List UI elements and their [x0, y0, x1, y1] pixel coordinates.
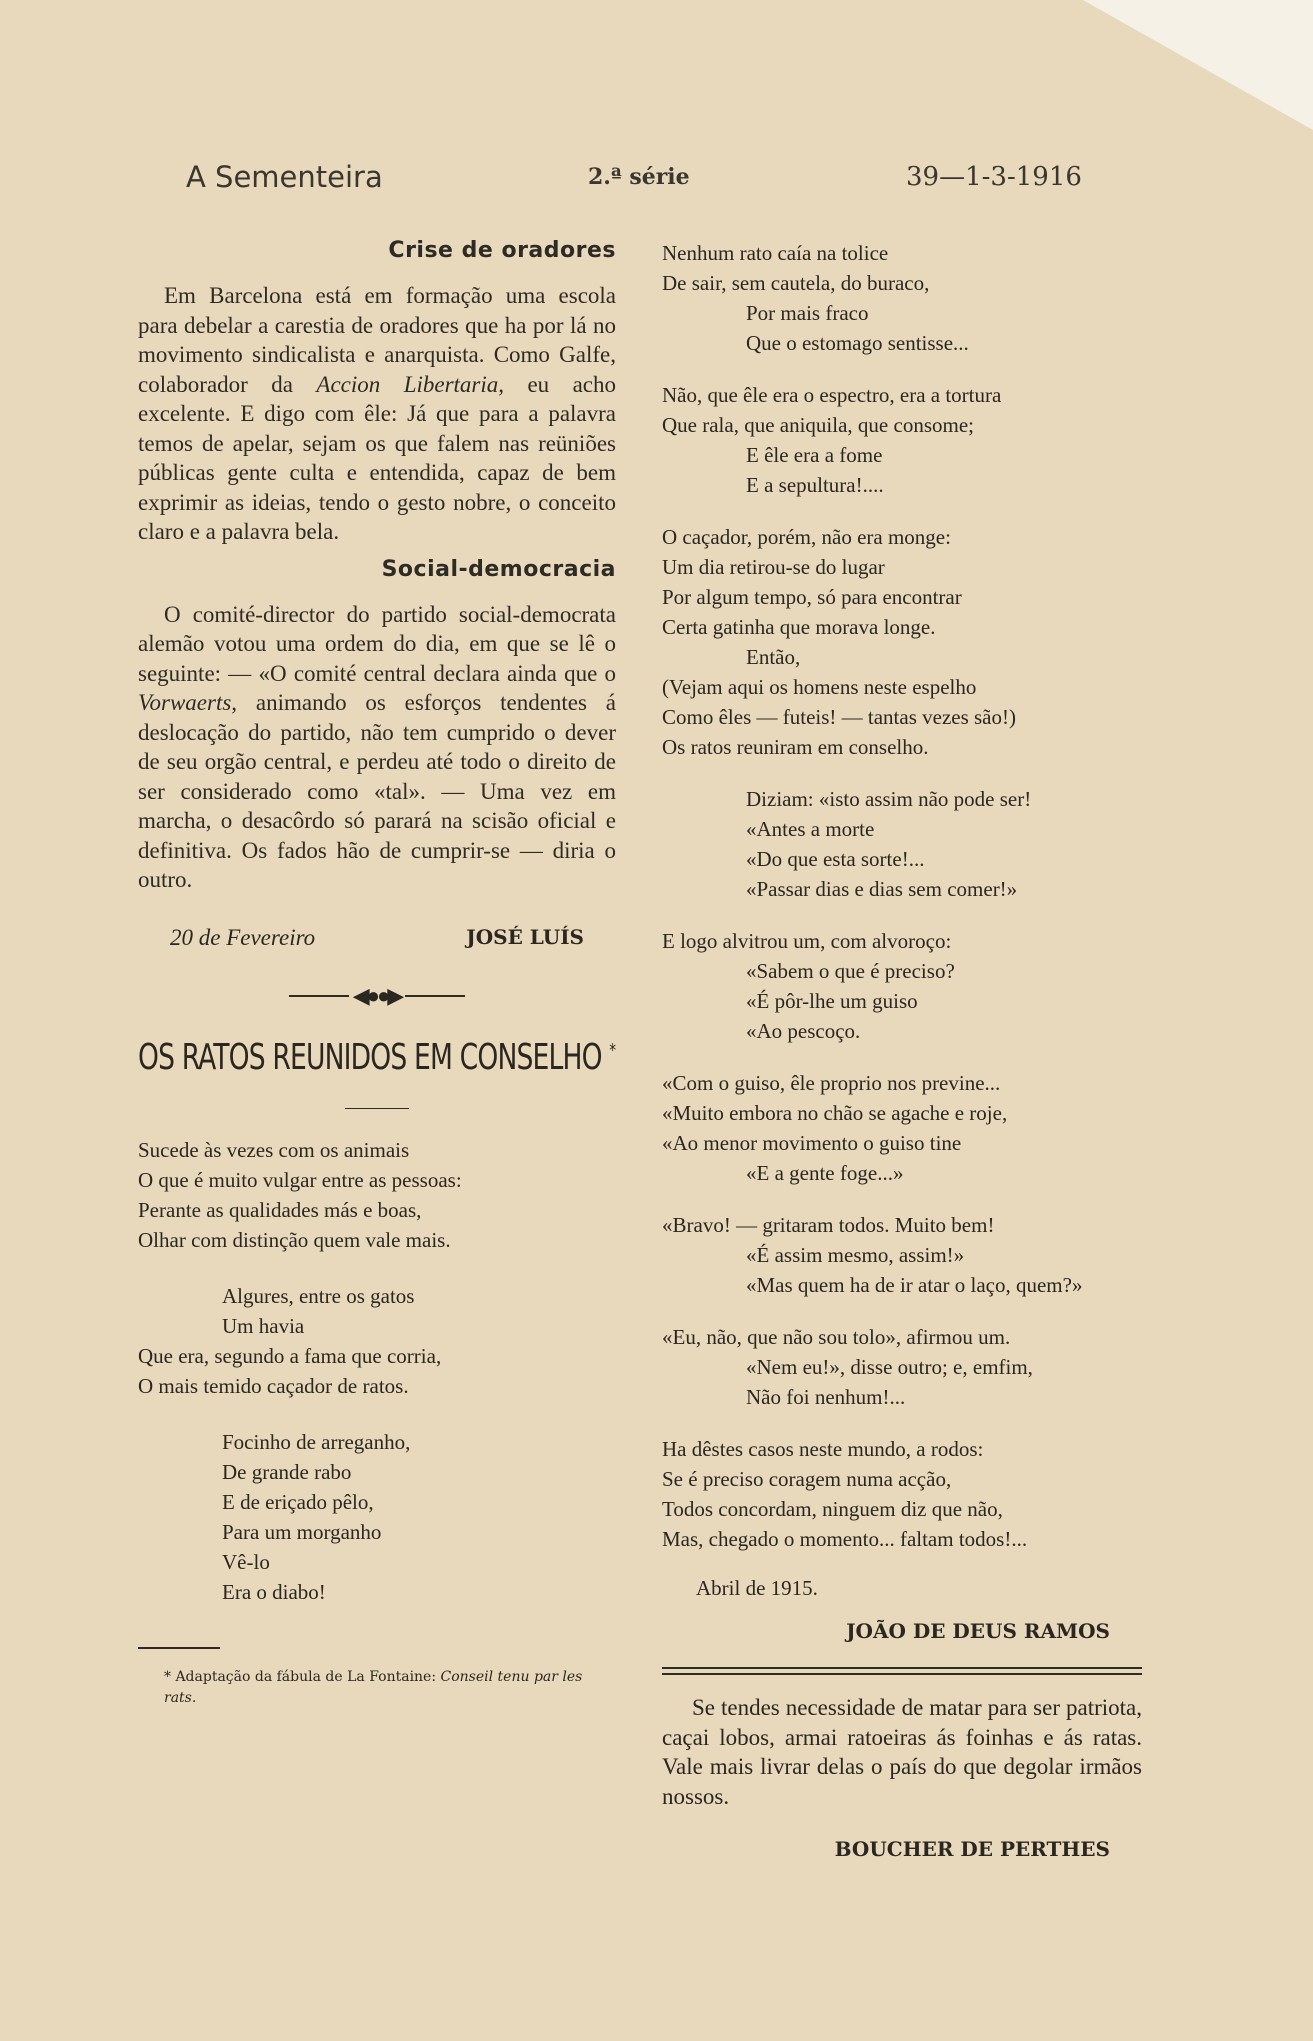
- poem-line: E a sepultura!....: [746, 473, 884, 497]
- quote-text: Se tendes necessidade de matar para ser patriota, caçai lobos, armai ratoeiras ás foinhas e ás ratas. Vale mais livrar delas o país do que degolar irmãos nossos.: [662, 1695, 1142, 1809]
- poem-stanza-11: [662, 1322, 1142, 1412]
- article-crise: [138, 281, 616, 547]
- article-social: [138, 600, 616, 895]
- left-column: [138, 238, 616, 1709]
- section-title-social: Social-democracia: [381, 556, 616, 582]
- double-rule-divider: [662, 1667, 1142, 1675]
- poem-rule: [345, 1108, 409, 1110]
- poem-line: «É pôr-lhe um guiso: [746, 989, 918, 1013]
- poem-line: «Passar dias e dias sem comer!»: [746, 877, 1018, 901]
- poem-line: «Eu, não, que não sou tolo», afirmou um.: [662, 1325, 1011, 1349]
- poem-line: «É assim mesmo, assim!»: [746, 1243, 965, 1267]
- page-header: [0, 160, 1313, 200]
- poem-line: «Muito embora no chão se agache e roje,: [662, 1101, 1008, 1125]
- poem-line: Nenhum rato caía na tolice: [662, 241, 889, 265]
- poem-line: Ha dêstes casos neste mundo, a rodos:: [662, 1437, 984, 1461]
- poem-line: «Do que esta sorte!...: [746, 847, 925, 871]
- poem-line: «Sabem o que é preciso?: [746, 959, 955, 983]
- rule-line: [662, 1667, 1142, 1669]
- ornament-divider: [138, 983, 616, 1009]
- article-crise-text-1: Em Barcelona está em formação uma escola para debelar a carestia de oradores que ha por lá no movimento sindicalista e anarquista. Como Galfe, colaborador da: [138, 283, 616, 397]
- poem-stanza-1: [138, 1135, 616, 1255]
- signature-author: JOSÉ LUÍS: [466, 924, 584, 949]
- poem-line: Que era, segundo a fama que corria,: [138, 1344, 442, 1368]
- article-social-emphasis: Vorwaerts,: [138, 690, 238, 715]
- poem-line: «E a gente foge...»: [746, 1161, 904, 1185]
- poem-stanza-5: [662, 380, 1142, 500]
- poem-line: Certa gatinha que morava longe.: [662, 615, 936, 639]
- poem-line: Que o estomago sentisse...: [746, 331, 969, 355]
- folded-corner: [1083, 0, 1313, 130]
- poem-line: Para um morganho: [222, 1520, 382, 1544]
- poem-title-text: OS RATOS REUNIDOS EM CONSELHO: [138, 1036, 602, 1078]
- rule-line: [662, 1673, 1142, 1675]
- poem-line: (Vejam aqui os homens neste espelho: [662, 675, 977, 699]
- footnote-rule: [138, 1647, 220, 1649]
- ornament-line-right: [405, 995, 465, 997]
- poem-line: «Bravo! — gritaram todos. Muito bem!: [662, 1213, 995, 1237]
- poem-line: Algures, entre os gatos: [222, 1284, 415, 1308]
- poem-line: O que é muito vulgar entre as pessoas:: [138, 1168, 462, 1192]
- poem-line: Então,: [746, 645, 801, 669]
- footnote-source: Conseil tenu par les rats.: [164, 1668, 583, 1706]
- signature-date: 20 de Fevereiro: [170, 924, 316, 950]
- poem-date: Abril de 1915.: [696, 1576, 818, 1600]
- ornament-icon: ◀●●▶: [352, 982, 402, 1008]
- poem-line: De sair, sem cautela, do buraco,: [662, 271, 930, 295]
- series-label: 2.ª série: [588, 164, 690, 190]
- poem-line: Mas, chegado o momento... faltam todos!...: [662, 1527, 1028, 1551]
- poem-line: Que rala, que aniquila, que consome;: [662, 413, 974, 437]
- poem-line: Perante as qualidades más e boas,: [138, 1198, 422, 1222]
- publication-title: A Sementeira: [186, 160, 383, 194]
- poem-line: De grande rabo: [222, 1460, 352, 1484]
- poem-line: Não foi nenhum!...: [746, 1385, 906, 1409]
- article-social-text-2: animando os esforços tendentes á deslocação do partido, não tem cumprido o dever de seu orgão central, e perdeu até todo o direito de ser considerado como «tal». — Uma vez em marcha, o desacôrdo só parará na scisão oficial e definitiva. Os fados hão de cumprir-se — diria o outro.: [138, 690, 616, 892]
- issue-date: 39—1-3-1916: [906, 162, 1082, 192]
- poem-line: Era o diabo!: [222, 1580, 326, 1604]
- poem-stanza-10: [662, 1210, 1142, 1300]
- poem-line: «Com o guiso, êle proprio nos previne...: [662, 1071, 1001, 1095]
- poem-line: Como êles — futeis! — tantas vezes são!): [662, 705, 1016, 729]
- poem-line: Um havia: [222, 1314, 305, 1338]
- poem-stanza-7: [662, 784, 1142, 904]
- poem-line: Sucede às vezes com os animais: [138, 1138, 410, 1162]
- poem-line: Diziam: «isto assim não pode ser!: [746, 787, 1032, 811]
- poem-line: E êle era a fome: [746, 443, 883, 467]
- footnote-text: * Adaptação da fábula de La Fontaine:: [164, 1668, 441, 1685]
- poem-title-footnote-mark: *: [609, 1039, 616, 1061]
- poem-line: Todos concordam, ninguem diz que não,: [662, 1497, 1003, 1521]
- article-crise-text-2: eu acho excelente. E digo com êle: Já que para a palavra temos de apelar, sejam os que falem nas reüniões públicas gente culta e entendida, capaz de bem exprimir as ideias, tendo o gesto nobre, o conceito claro e a palavra bela.: [138, 371, 616, 544]
- poem-line: E de eriçado pêlo,: [222, 1490, 374, 1514]
- article-social-text-1: O comité-director do partido social-democrata alemão votou uma ordem do dia, em que se lê o seguinte: — «O comité central declara ainda que o: [138, 601, 616, 686]
- footnote: [138, 1667, 616, 1709]
- poem-stanza-4: [662, 238, 1142, 358]
- poem-line: Se é preciso coragem numa acção,: [662, 1467, 952, 1491]
- poem-stanza-6: [662, 522, 1142, 762]
- poem-line: «Ao pescoço.: [746, 1019, 861, 1043]
- poem-line: O mais temido caçador de ratos.: [138, 1374, 409, 1398]
- poem-line: Focinho de arreganho,: [222, 1430, 411, 1454]
- poem-line: Olhar com distinção quem vale mais.: [138, 1228, 451, 1252]
- poem-stanza-9: [662, 1068, 1142, 1188]
- quote-author: BOUCHER DE PERTHES: [834, 1837, 1110, 1861]
- poem-stanza-12: [662, 1434, 1142, 1554]
- signature-row: [138, 925, 616, 965]
- poem-line: «Ao menor movimento o guiso tine: [662, 1131, 962, 1155]
- article-crise-emphasis: Accion Libertaria,: [316, 371, 505, 397]
- poem-line: Os ratos reuniram em conselho.: [662, 735, 929, 759]
- poem-line: «Mas quem ha de ir atar o laço, quem?»: [746, 1273, 1083, 1297]
- poem-stanza-2: [138, 1281, 616, 1401]
- poem-line: Um dia retirou-se do lugar: [662, 555, 885, 579]
- poem-stanza-8: [662, 926, 1142, 1046]
- poem-author: JOÃO DE DEUS RAMOS: [846, 1619, 1110, 1643]
- ornament-line-left: [289, 995, 349, 997]
- poem-title: [138, 1036, 616, 1078]
- poem-line: O caçador, porém, não era monge:: [662, 525, 951, 549]
- poem-line: E logo alvitrou um, com alvoroço:: [662, 929, 952, 953]
- poem-line: «Nem eu!», disse outro; e, emfim,: [746, 1355, 1033, 1379]
- poem-continuation: [662, 238, 1142, 1554]
- poem-line: Por algum tempo, só para encontrar: [662, 585, 962, 609]
- section-title-crise: Crise de oradores: [388, 238, 616, 263]
- poem-line: Vê-lo: [222, 1550, 270, 1574]
- poem-line: «Antes a morte: [746, 817, 875, 841]
- poem-line: Não, que êle era o espectro, era a tortura: [662, 383, 1002, 407]
- poem-line: Por mais fraco: [746, 301, 869, 325]
- right-column: [662, 238, 1142, 1861]
- poem-stanza-3: [138, 1427, 616, 1607]
